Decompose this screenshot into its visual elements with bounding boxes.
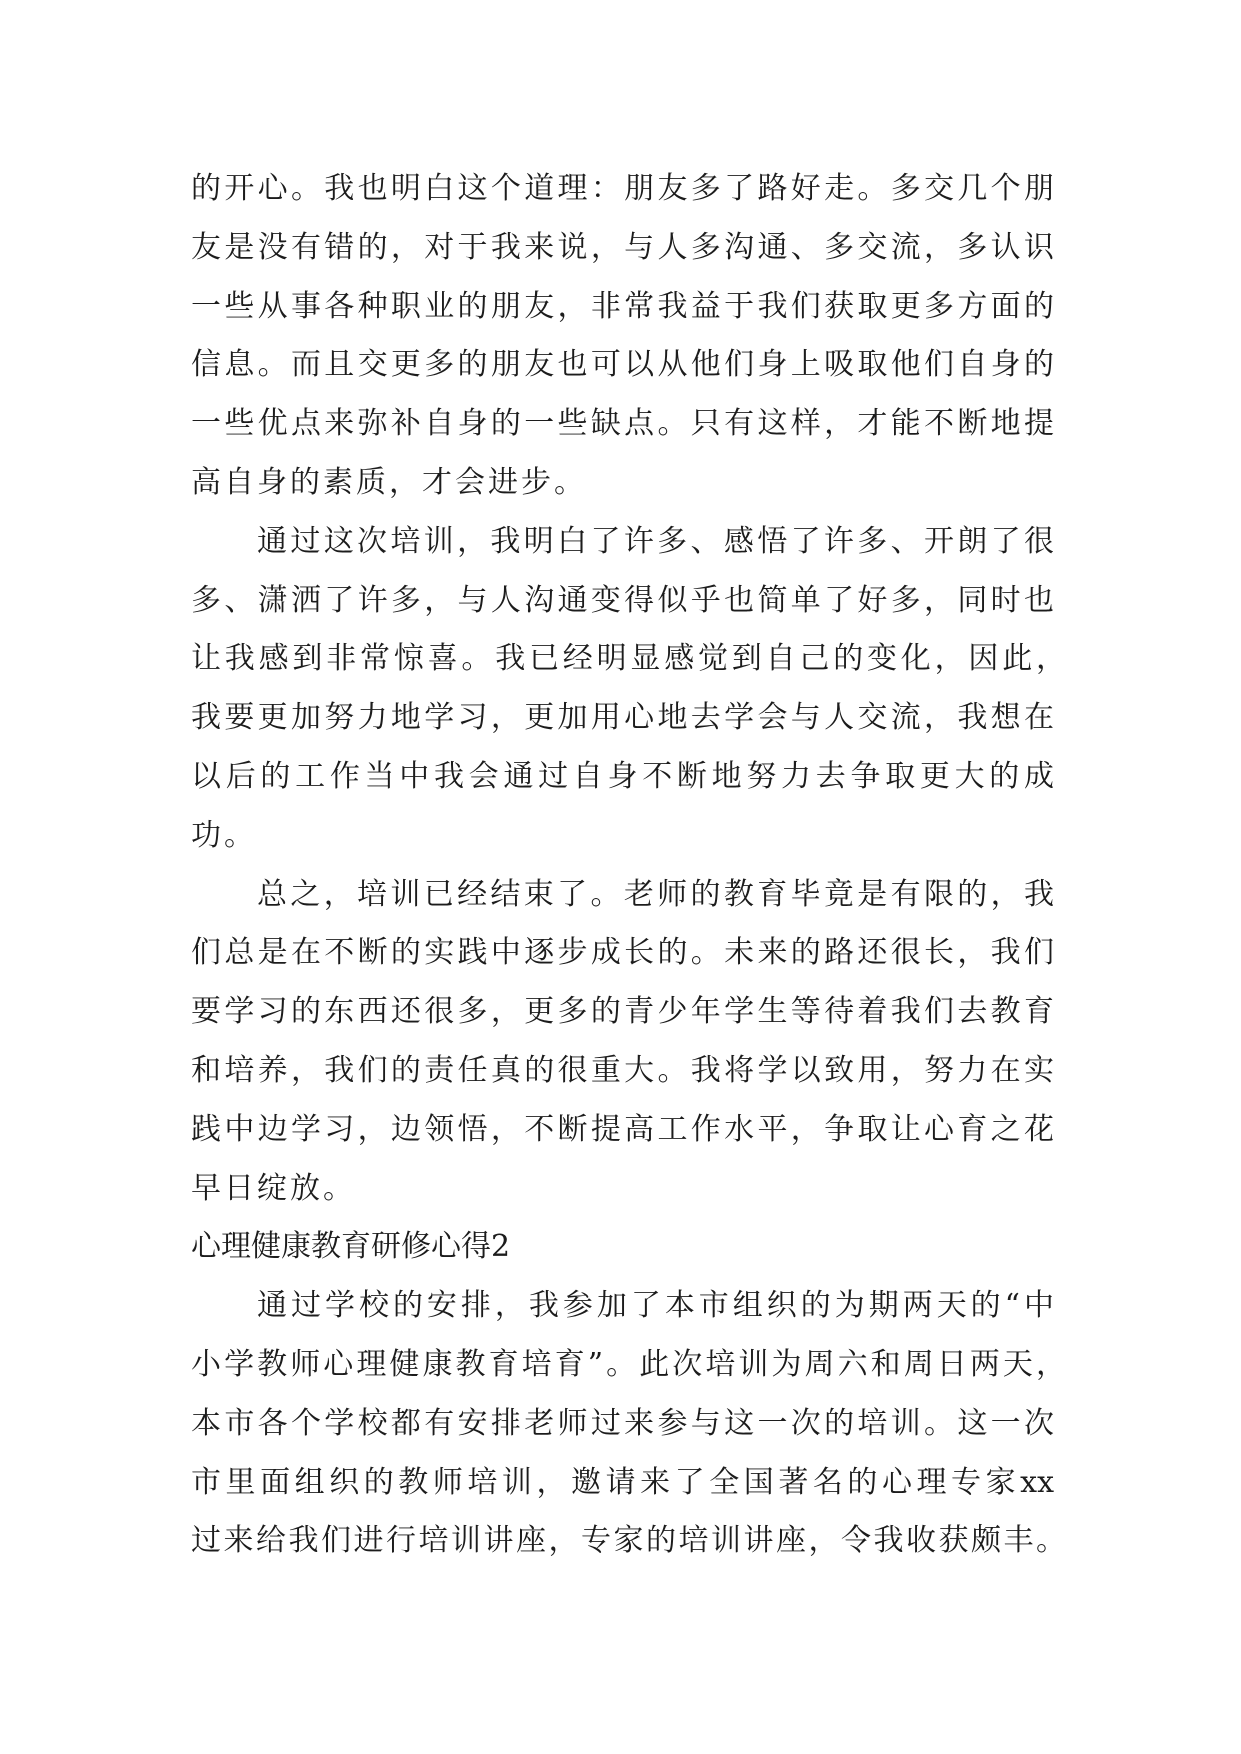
paragraph-line: 本市各个学校都有安排老师过来参与这一次的培训。这一次: [191, 1405, 1054, 1441]
paragraph-line: 让我感到非常惊喜。我已经明显感觉到自己的变化，因此，: [191, 641, 1066, 677]
paragraph-line: 小学教师心理健康教育培育”。此次培训为周六和周日两天，: [191, 1346, 1066, 1382]
document-body: [191, 160, 1066, 1571]
paragraph-line: 要学习的东西还很多，更多的青少年学生等待着我们去教育: [191, 994, 1054, 1030]
paragraph-line: 一些从事各种职业的朋友，非常我益于我们获取更多方面的: [191, 288, 1054, 324]
paragraph-line: 市里面组织的教师培训，邀请来了全国著名的心理专家xx: [191, 1464, 1054, 1500]
paragraph-line: 信息。而且交更多的朋友也可以从他们身上吸取他们自身的: [191, 347, 1054, 383]
section-heading: 心理健康教育研修心得2: [191, 1229, 511, 1265]
paragraph-conclusion: [191, 866, 1066, 1219]
paragraph-line: 早日绽放。: [191, 1170, 356, 1206]
paragraph-training-reflection: [191, 513, 1066, 866]
paragraph-line: 一些优点来弥补自身的一些缺点。只有这样，才能不断地提: [191, 406, 1054, 442]
paragraph-line: 通过学校的安排，我参加了本市组织的为期两天的“中: [257, 1288, 1054, 1324]
paragraph-line: 总之，培训已经结束了。老师的教育毕竟是有限的，我: [257, 876, 1054, 912]
paragraph-line: 以后的工作当中我会通过自身不断地努力去争取更大的成: [191, 758, 1054, 794]
paragraph-line: 我要更加努力地学习，更加用心地去学会与人交流，我想在: [191, 700, 1054, 736]
paragraph-line: 践中边学习，边领悟，不断提高工作水平，争取让心育之花: [191, 1111, 1054, 1147]
paragraph-section-2-intro: [191, 1277, 1066, 1571]
paragraph-line: 们总是在不断的实践中逐步成长的。未来的路还很长，我们: [191, 935, 1054, 971]
paragraph-line: 和培养，我们的责任真的很重大。我将学以致用，努力在实: [191, 1052, 1054, 1088]
paragraph-line: 过来给我们进行培训讲座，专家的培训讲座，令我收获颇丰。: [191, 1523, 1066, 1559]
paragraph-line: 多、潇洒了许多，与人沟通变得似乎也简单了好多，同时也: [191, 582, 1054, 618]
paragraph-continued: [191, 160, 1066, 513]
paragraph-line: 高自身的素质，才会进步。: [191, 464, 587, 500]
paragraph-line: 的开心。我也明白这个道理：朋友多了路好走。多交几个朋: [191, 171, 1054, 206]
paragraph-line: 友是没有错的，对于我来说，与人多沟通、多交流，多认识: [191, 229, 1054, 265]
paragraph-line: 通过这次培训，我明白了许多、感悟了许多、开朗了很: [257, 523, 1054, 559]
paragraph-line: 功。: [191, 817, 257, 853]
